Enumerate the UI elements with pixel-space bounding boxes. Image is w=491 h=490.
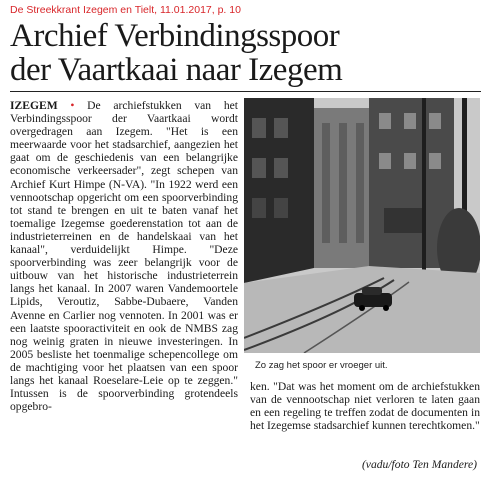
photo-illustration [244, 98, 480, 353]
article-column-left [10, 99, 238, 413]
article-column-right: ken. "Dat was het moment om de archiefstukken van de vennootschap niet verloren te laten gaan en een regeling te treffen zodat de documenten in het Izegemse stadsarchief kunnen terechtkomen." [250, 380, 480, 433]
dateline: IZEGEM [10, 99, 58, 112]
historic-street-photo [244, 98, 480, 353]
photo-credit: (vadu/foto Ten Mandere) [361, 458, 477, 471]
photo-caption: Zo zag het spoor er vroeger uit. [255, 360, 388, 371]
headline-line-2: der Vaartkaai naar Izegem [10, 52, 343, 88]
headline-rule [10, 91, 481, 92]
source-line: De Streekkrant Izegem en Tielt, 11.01.2017, p. 10 [10, 4, 241, 16]
headline [10, 19, 485, 87]
headline-line-1: Archief Verbindingsspoor [10, 18, 340, 54]
dateline-bullet: • [70, 99, 75, 112]
article-body-left: De archiefstukken van het Verbindingsspoor der Vaartkaai wordt overgedragen aan Izegem. "Het is een meerwaarde voor het stadsarchief, aangezien het gaat om de geschiedenis van een belangrijke economische verkeersader", zegt schepen van Archief Kurt Himpe (N-VA). "In 1922 werd een vennootschap opgericht om een spoorverbinding tot stand te brengen en uit te baten vanaf het toemalige Izegemse goederenstation tot aan de industrieterreinen en de handelskaai van het kanaal", verduidelijkt Himpe. "Deze spoorverbinding was zeer belangrijk voor de uitbouw van het historische industrieterrein langs het kanaal. In 2007 waren Vandemoortele Lipids, Veroutiz, Sabbe-Dubaere, Vanden Avenne en Carlier nog vennoten. In 2001 was er een laatste spooractiviteit en ook de NMBS zag nog weinig graten in nieuwe investeringen. In 2005 besliste het toenmalige schepencollege om de machtiging voor het plaatsen van een spoor langs het kanaal Roeselare-Leie op te zeggen." Intussen is de spoorverbinding grotendeels opgebro- [10, 99, 238, 414]
